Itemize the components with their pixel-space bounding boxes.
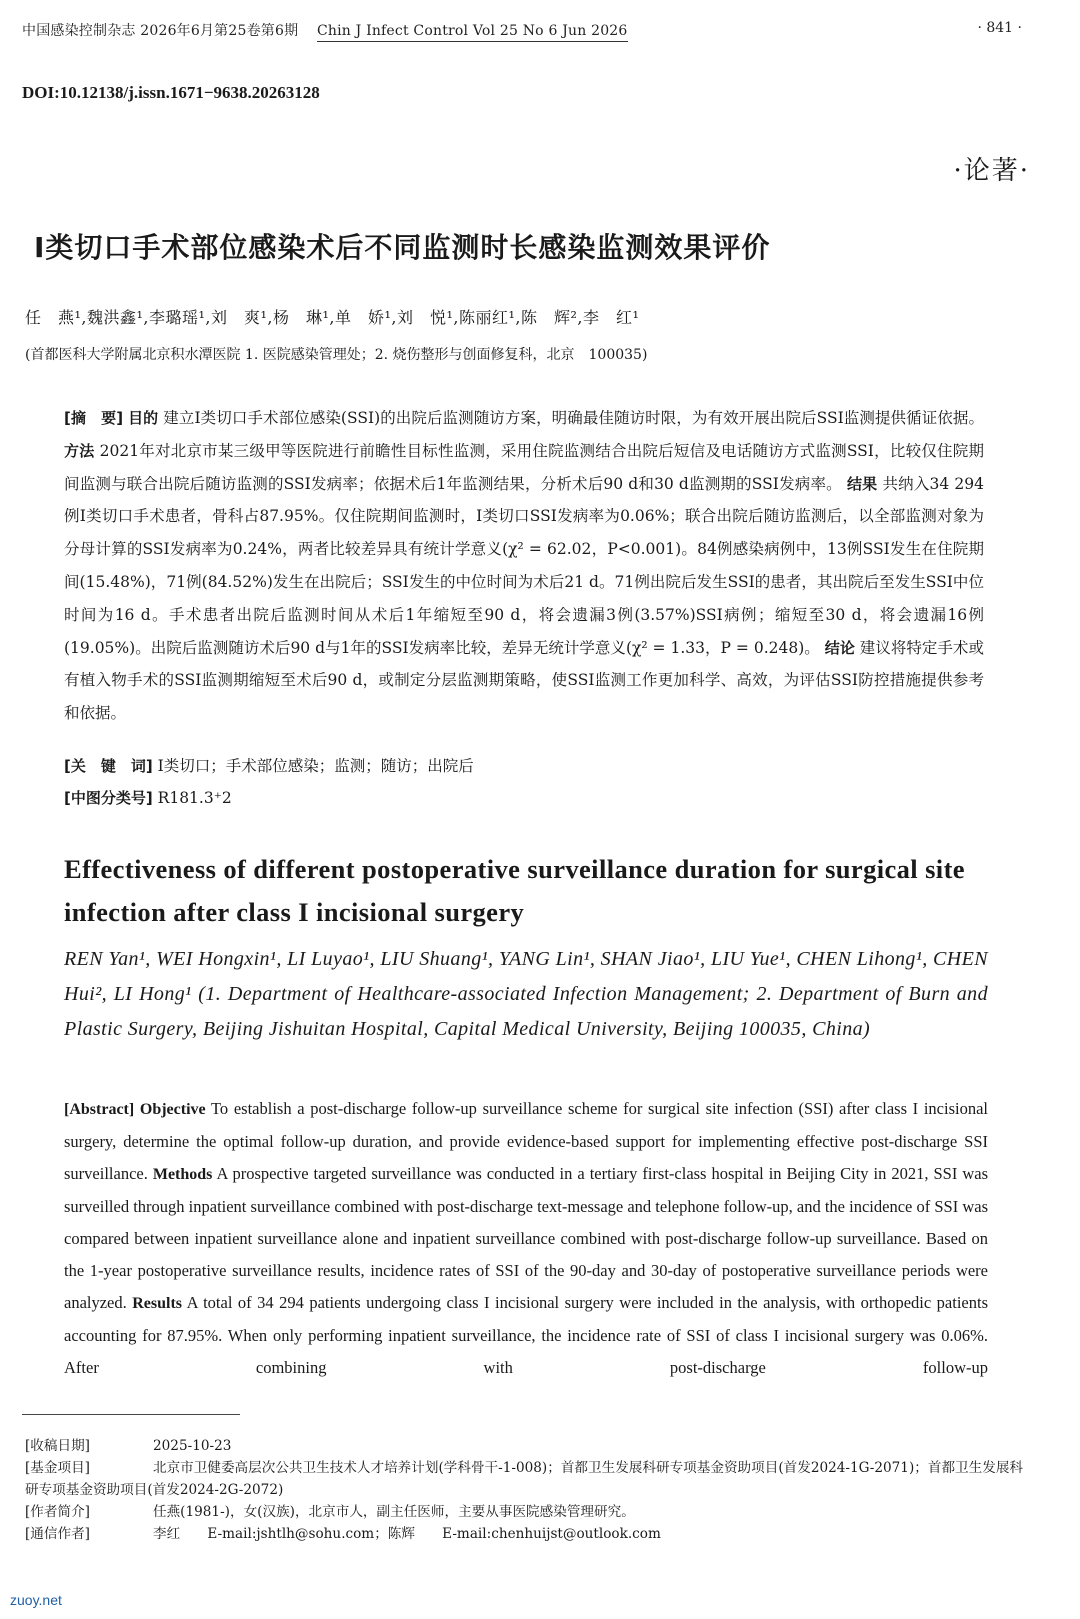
methods-en-text: A prospective targeted surveillance was conducted in a tertiary first-class hospital in Beijing City in 2021, SSI was surveilled through inpatient surveillance combined with post-discharge text-message and telephone follow-up, and the incidence of SSI was compared between inpatient surveillance alone and inpatient surveillance combined with post-discharge follow-up surveillance. Based on the 1-year postoperative surveillance results, incidence rates of SSI of the 90-day and 30-day of postoperative surveillance periods were analyzed. [64, 1164, 989, 1312]
correspondence-text: 李红 E-mail:jshtlh@sohu.com；陈辉 E-mail:chenhuijst@outlook.com [153, 1526, 661, 1542]
page-number: · 841 · [977, 20, 1022, 36]
watermark-link[interactable]: zuoy.net [10, 1592, 62, 1608]
objective-en-text: To establish a post-discharge follow-up surveillance scheme for surgical site infection (SSI) after class I incisional surgery, determine the optimal follow-up duration, and provide evidence-based support for implementing effective post-discharge SSI surveillance. [64, 1099, 989, 1183]
author-bio-label: [作者简介] [25, 1504, 90, 1520]
objective-en-label: Objective [139, 1101, 206, 1118]
conclusion-label: 结论 [824, 638, 855, 657]
footnote-received [25, 1435, 231, 1457]
affiliation-chinese: (首都医科大学附属北京积水潭医院 1. 医院感染管理处；2. 烧伤整形与创面修复科，北京 100035) [25, 347, 648, 363]
footnote-author [25, 1501, 635, 1523]
objective-label: 目的 [128, 409, 159, 427]
objective-text: 建立Ⅰ类切口手术部位感染(SSI)的出院后监测随访方案，明确最佳随访时限，为有效开展出院后SSI监测提供循证依据。 [163, 409, 984, 427]
running-header [22, 20, 628, 40]
title-chinese: Ⅰ类切口手术部位感染术后不同监测时长感染监测效果评价 [34, 231, 771, 264]
methods-label: 方法 [64, 441, 95, 460]
keywords-label: [关 键 词] [64, 757, 153, 775]
results-en-label: Results [132, 1295, 183, 1312]
doi: DOI:10.12138/j.issn.1671−9638.20263128 [22, 83, 320, 102]
results-text: 共纳入34 294例Ⅰ类切口手术患者，骨科占87.95%。仅住院期间监测时，Ⅰ类切口SSI发病率为0.06%；联合出院后随访监测后，以全部监测对象为分母计算的SSI发病率为0.24%，两者比较差异具有统计学意义(χ² = 62.02，P<0.001)。84例感染病例中，13例SSI发生在住院期间(15.48%)，71例(84.52%)发生在出院后；SSI发生的中位时间为术后21 d。71例出院后发生SSI的患者，其出院后至发生SSI中位时间为16 d。手术患者出院后监测时间从术后1年缩短至90 d，将会遗漏3例(3.57%)SSI病例；缩短至30 d，将会遗漏16例(19.05%)。出院后监测随访术后90 d与1年的SSI发病率比较，差异无统计学意义(χ² = 1.33，P = 0.248)。 [64, 474, 984, 657]
journal-name-cn: 中国感染控制杂志 2026年6月第25卷第6期 [22, 23, 299, 39]
footnote-fund [25, 1457, 1035, 1501]
journal-name-en: Chin J Infect Control Vol 25 No 6 Jun 2026 [317, 23, 628, 42]
abstract-english [64, 1093, 988, 1384]
keywords-value: Ⅰ类切口；手术部位感染；监测；随访；出院后 [157, 757, 474, 775]
authors-english: REN Yan¹, WEI Hongxin¹, LI Luyao¹, LIU Shuang¹, YANG Lin¹, SHAN Jiao¹, LIU Yue¹, CHEN Lihong¹, CHEN Hui², LI Hong¹ (1. Department of Healthcare-associated Infection Management; 2. Department of Burn and Plastic Surgery, Beijing Jishuitan Hospital, Capital Medical University, Beijing 100035, China) [64, 948, 988, 1040]
column-label: ·论著· [953, 156, 1030, 186]
abstract-en-label: [Abstract] [64, 1101, 135, 1118]
footnote-divider [22, 1414, 240, 1415]
author-bio-text: 任燕(1981-)，女(汉族)，北京市人，副主任医师，主要从事医院感染管理研究。 [153, 1504, 635, 1520]
title-english: Effectiveness of different postoperative surveillance duration for surgical site infection after class I incisional surgery [64, 854, 965, 927]
received-date: 2025-10-23 [153, 1438, 232, 1454]
results-en-text: A total of 34 294 patients undergoing class I incisional surgery were included in the analysis, with orthopedic patients accounting for 87.95%. When only performing inpatient surveillance, the incidence rate of SSI of class I incisional surgery was 0.06%. After combining with post-discharge follow-up [64, 1293, 989, 1377]
abstract-label: [摘 要] [64, 409, 124, 427]
results-label: 结果 [846, 474, 878, 493]
methods-en-label: Methods [152, 1166, 213, 1183]
clc-label: [中图分类号] [64, 789, 153, 807]
fund-text: 北京市卫健委高层次公共卫生技术人才培养计划(学科骨干-1-008)；首都卫生发展科研专项基金资助项目(首发2024-1G-2071)；首都卫生发展科研专项基金资助项目(首发2024-2G-2072) [25, 1460, 1024, 1498]
keywords-chinese [64, 754, 474, 776]
conclusion-text: 建议将特定手术或有植入物手术的SSI监测期缩短至术后90 d，或制定分层监测期策略，使SSI监测工作更加科学、高效，为评估SSI防控措施提供参考和依据。 [64, 638, 984, 723]
authors-chinese: 任 燕¹,魏洪鑫¹,李璐瑶¹,刘 爽¹,杨 琳¹,单 娇¹,刘 悦¹,陈丽红¹,陈 辉²,李 红¹ [25, 308, 640, 327]
classification-number [64, 787, 232, 808]
received-label: [收稿日期] [25, 1438, 90, 1454]
clc-value: R181.3⁺2 [157, 789, 232, 807]
fund-label: [基金项目] [25, 1460, 90, 1476]
correspondence-label: [通信作者] [25, 1526, 90, 1542]
footnote-correspondence [25, 1523, 661, 1545]
abstract-chinese [64, 402, 984, 730]
methods-text: 2021年对北京市某三级甲等医院进行前瞻性目标性监测，采用住院监测结合出院后短信及电话随访方式监测SSI，比较仅住院期间监测与联合出院后随访监测的SSI发病率；依据术后1年监测结果，分析术后90 d和30 d监测期的SSI发病率。 [64, 441, 984, 493]
